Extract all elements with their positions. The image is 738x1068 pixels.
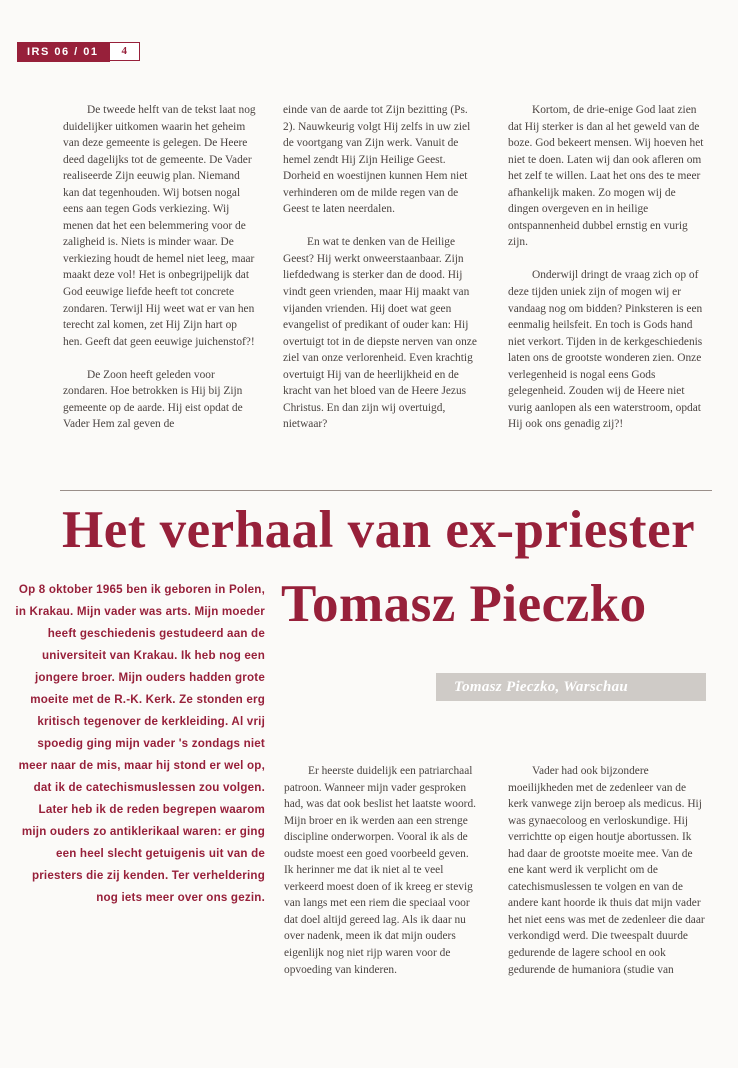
top-column-1 — [63, 102, 259, 433]
body-column-2 — [508, 763, 706, 978]
intro-text: Op 8 oktober 1965 ben ik geboren in Polen, in Krakau. Mijn vader was arts. Mijn moeder heeft geschiedenis gestudeerd aan de universiteit van Krakau. Ik heb nog een jongere broer. Mijn ouders hadden grote moeite met de R.-K. Kerk. Ze stonden erg kritisch tegenover de kerkleiding. Al vrij spoedig ging mijn vader 's zondags niet meer naar de mis, maar hij stond er wel op, dat ik de catechismuslessen zou volgen. Later heb ik de reden begrepen waarom mijn ouders zo antiklerikaal waren: er ging een heel slecht getuigenis uit van de priesters die zij kenden. Ter verheldering nog iets meer over ons gezin. — [15, 583, 265, 904]
paragraph: De Zoon heeft geleden voor zondaren. Hoe betrokken is Hij bij Zijn gemeente op de aarde. Hij eist opdat de Vader Hem zal geven de — [63, 368, 243, 431]
paragraph: Onderwijl dringt de vraag zich op of deze tijden uniek zijn of mogen wij er vandaag nog om bidden? Pinksteren is een eenmalig heilsfeit. En toch is Gods hand niet verkort. Tijden in de kerkgeschiedenis laten ons de grootste wonderen zien. Onze verlegenheid is nogal eens Gods gelegenheid. Zouden wij de Heere niet vurig aanlopen als een waterstroom, opdat Hij ook ons genadig zij?! — [508, 269, 703, 431]
paragraph: einde van de aarde tot Zijn bezitting (Ps. 2). Nauwkeurig volgt Hij zelfs in uw ziel de voortgang van Zijn werk. Vanuit de hemel zendt Hij Zijn Heilige Geest. Dorheid en woestijnen kunnen Hem niet verhinderen om de milde regen van de Geest te laten neerdalen. — [283, 104, 471, 216]
paragraph: Vader had ook bijzondere moeilijkheden met de zedenleer van de kerk vanwege zijn beroep als medicus. Hij was gynaecoloog en verloskundige. Hij verrichtte op eigen houtje abortussen. Ik had daar de grootste moeite mee. Van de ene kant werd ik verplicht om de catechismuslessen te volgen en van de andere kant hoorde ik thuis dat mijn vader het niet eens was met de zedenleer die daar verkondigd werd. Die tweespalt duurde gedurende de lagere school en ook gedurende de humaniora (studie van — [508, 765, 705, 976]
paragraph: En wat te denken van de Heilige Geest? Hij werkt onweerstaanbaar. Zijn liefdedwang is sterker dan de dood. Hij vindt geen vrienden, maar Hij maakt van vijanden vrienden. Hij doet wat geen evangelist of predikant of ouder kan: Hij overtuigt tot in de diepste nerven van onze ziel van onze verlorenheid. Even krachtig overtuigt Hij van de heerlijkheid en de kracht van het bloed van de Heere Jezus Christus. En dan zijn wij overtuigd, nietwaar? — [283, 236, 477, 431]
paragraph: De tweede helft van de tekst laat nog duidelijker uitkomen waarin het geheim van deze gemeente is gelegen. De Heere deed dagelijks tot de gemeente. De Vader realiseerde Zijn eeuwig plan. Niemand kan dat tegenhouden. Wij botsen nogal eens aan tegen Gods verkiezing. Wij menen dat het een belemmering voor de zaligheid is. Niets is minder waar. De verkiezing houdt de hemel niet leeg, maar maakt deze vol! Het is onbegrijpelijk dat God eeuwige liefde heeft tot concrete zondaren. Terwijl Hij weet wat er van hen terecht zal komen, zet Hij Zijn hart op hen. Geeft dat geen eeuwige juichenstof?! — [63, 104, 256, 348]
article-title-line-2: Tomasz Pieczko — [281, 575, 647, 633]
issue-label: IRS 06 / 01 — [17, 42, 110, 62]
page-number: 4 — [110, 42, 141, 61]
article-intro — [12, 579, 265, 909]
body-column-1 — [284, 763, 478, 978]
issue-badge — [17, 42, 140, 62]
top-column-2 — [283, 102, 477, 433]
author-byline: Tomasz Pieczko, Warschau — [436, 673, 706, 701]
paragraph: Kortom, de drie-enige God laat zien dat Hij sterker is dan al het geweld van de boze. God bekeert mensen. Wij hoeven het niet te doen. Laten wij dan ook afleren om het zelf te willen. Laat het ons des te meer afhankelijk maken. Zo mogen wij de dingen overgeven en in heilige ontspannenheid dubbel ernstig en vurig zijn. — [508, 104, 704, 249]
section-divider — [60, 490, 712, 491]
article-title-line-1: Het verhaal van ex-priester — [62, 501, 696, 559]
top-column-3 — [508, 102, 706, 433]
paragraph: Er heerste duidelijk een patriarchaal patroon. Wanneer mijn vader gesproken had, was dat ook beslist het laatste woord. Mijn broer en ik werden aan een strenge discipline onderworpen. Vooral ik als de oudste moest een goed voorbeeld geven. Ik herinner me dat ik niet al te veel verkeerd moest doen of ik kreeg er stevig van langs met een riem die speciaal voor dat doel altijd gereed lag. Als ik daar nu over nadenk, meen ik dat mijn ouders eigenlijk nog niet rijp waren voor de opvoeding van kinderen. — [284, 765, 477, 976]
